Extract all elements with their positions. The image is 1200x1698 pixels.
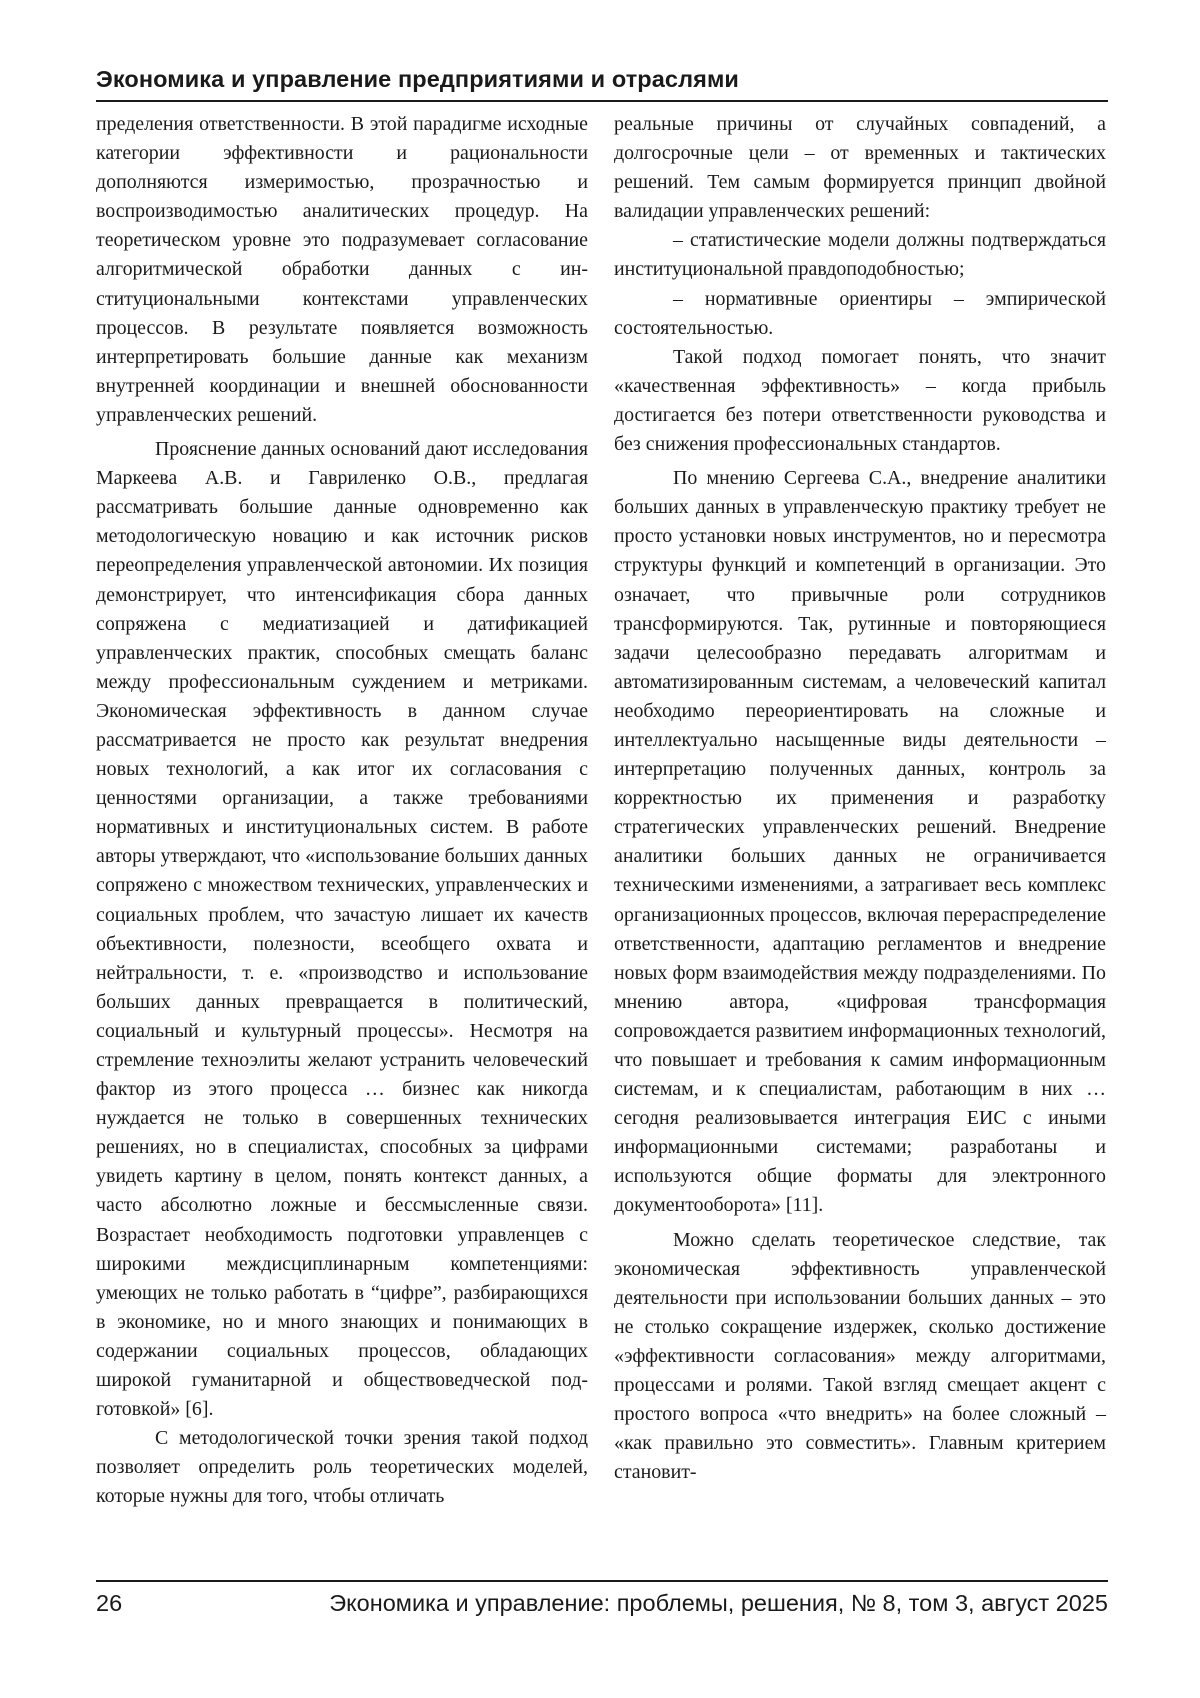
running-header: Экономика и управление предприятиями и отраслями: [96, 66, 739, 92]
paragraph: реальные причины от случайных совпадений, а долгосрочные цели – от временных и тактических решений. Тем самым формируется принцип двойной валидации управленческих решений:: [614, 113, 1106, 223]
paragraph: По мнению Сергеева С.А., внедрение аналитики больших данных в управленческую практику требует не просто установки новых инструментов, но и пересмотра структуры функций и компетенций в организации. Это означает, что привычные роли сотрудников трансформируются. Так, рутинные и повторяющиеся задачи целесообразно передавать алгоритмам и автоматизированным системам, а человеческий капитал необходимо переориентировать на сложные и интеллектуально насыщенные виды деятельности – интерпретацию полученных данных, контроль за корректностью их применения и разработку стратегических управленческих решений. Внедрение аналитики больших данных не ограничивается техническими изменениями, а затрагивает весь комплекс организационных процессов, включая перераспределение ответственности, адаптацию регламентов и внедрение новых форм взаимодействия между подразделениями. По мнению автора, «цифровая трансформация сопровождается развитием информационных технологий, что повышает и требования к самим информационным системам, и к специалистам, работающим в них … сегодня реализовывается интеграция ЕИС с иными информационными системами; разработаны и используются общие форматы для электронного документооборота» [11].: [614, 467, 1106, 1217]
paragraph: Прояснение данных оснований дают исследования Маркеева А.В. и Гавриленко О.В., предлагая рассматривать большие данные одновременно как методологическую новацию и как источник рисков переопределения управленческой автономии. Их позиция демонстрирует, что интенсификация сбора данных сопряжена с медиатизацией и датификацией управленческих практик, способных смещать баланс между профессиональным суждением и метриками. Экономическая эффективность в данном случае рассматривается не просто как результат внедрения новых технологий, а как итог их согласования с ценностями организации, а также требованиями нормативных и институциональных систем. В работе авторы утверждают, что «использование больших данных сопряжено с множеством технических, управленческих и социальных проблем, что зачастую лишает их качеств объективности, полезности, всеобщего охвата и нейтральности, т. е. «производство и использование больших данных превращается в политический, социальный и культурный процессы». Несмотря на стремление техноэлиты желают устранить человеческий фактор из этого процесса … бизнес как никогда нуждается не только в совершенных технических решениях, но в специалистах, способных за цифрами увидеть картину в целом, понять контекст данных, а часто абсолютно ложные и бессмысленные связи. Возрастает необходимость подготовки управленцев с широкими междисциплинарным компетенциями: умеющих не только работать в “цифре”, разбирающихся в экономике, но и много знающих и понимающих в содержании социальных процессов, обладающих широкой гуманитарной и обществоведческой под-готовкой» [6].: [96, 438, 588, 1421]
page-number: 26: [96, 1590, 123, 1616]
paragraph: С методологической точки зрения такой подход позволяет определить роль теоретических моделей, которые нужны для того, чтобы отличать: [96, 1427, 588, 1508]
journal-citation: Экономика и управление: проблемы, решения, № 8, том 3, август 2025: [329, 1590, 1108, 1616]
paragraph: Такой подход помогает понять, что значит «качественная эффективность» – когда прибыль достигается без потери ответственности руководства и без снижения профессиональных стандартов.: [614, 345, 1106, 456]
list-item: – нормативные ориентиры – эмпирической состоятельностью.: [614, 287, 1106, 339]
paragraph: Можно сделать теоретическое следствие, так экономическая эффективность управленческой деятельности при использовании больших данных – это не столько сокращение издержек, сколько достижение «эффективности согласования» между алгоритмами, процессами и ролями. Такой взгляд смещает акцент с простого вопроса «что внедрить» на более сложный – «как правильно это совместить». Главным критерием становит-: [614, 1228, 1106, 1484]
footer-rule: [96, 1580, 1108, 1582]
list-item: – статистические модели должны подтверждаться институциональной правдоподобностью;: [614, 229, 1106, 281]
right-column: [614, 110, 1106, 1487]
header-rule: [96, 100, 1108, 102]
paragraph: пределения ответственности. В этой парадигме исходные категории эффективности и рациональности дополняются измеримостью, прозрачностью и воспроизводимостью аналитических процедур. На теоретическом уровне это подразумевает согласование алгоритмической обработки данных с институциональными контекстами управленческих процессов. В результате появляется возможность интерпретировать большие данные как механизм внутренней координации и внешней обоснованности управленческих решений.: [96, 113, 588, 426]
left-column: [96, 110, 588, 1512]
